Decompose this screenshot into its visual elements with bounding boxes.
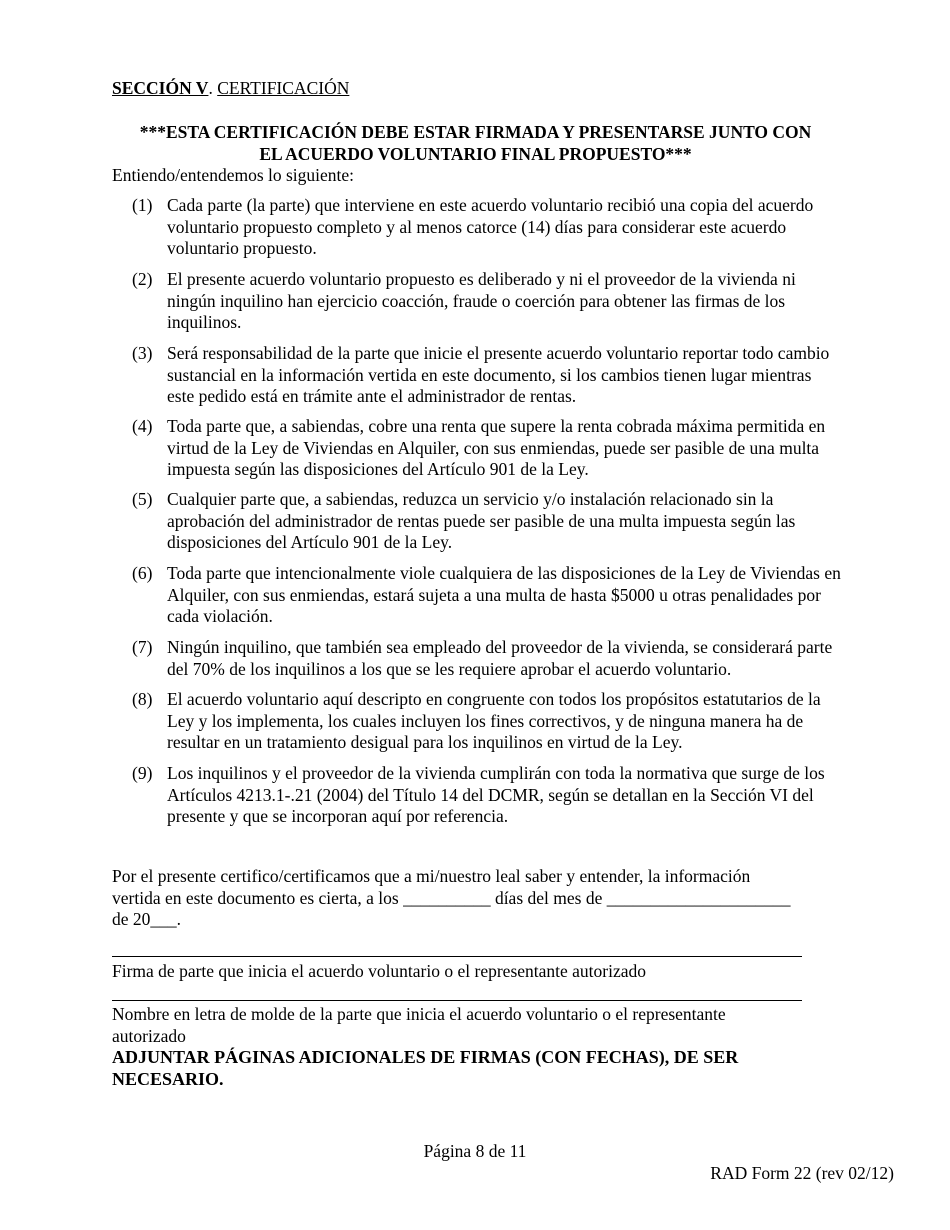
intro-text: Entiendo/entendemos lo siguiente: <box>112 165 355 185</box>
banner-line-2: EL ACUERDO VOLUNTARIO FINAL PROPUESTO*** <box>259 144 692 164</box>
page-number: Página 8 de 11 <box>423 1141 527 1161</box>
list-item-number: (6) <box>132 563 153 583</box>
list-item <box>112 689 842 754</box>
section-heading <box>112 77 349 99</box>
list-item-number: (5) <box>132 489 153 509</box>
list-item <box>112 763 842 828</box>
section-title: CERTIFICACIÓN <box>217 78 350 98</box>
list-item-text: Será responsabilidad de la parte que inicie el presente acuerdo voluntario reportar todo cambio sustancial en la información vertida en este documento, si los cambios tienen lugar mientras este pedido está en trámite ante el administrador de rentas. <box>167 343 830 406</box>
list-item-text: El presente acuerdo voluntario propuesto es deliberado y ni el proveedor de la vivienda ni ningún inquilino han ejercicio coacción, fraude o coerción para obtener las firmas de los inquilinos. <box>167 269 796 332</box>
list-item-number: (2) <box>132 269 153 289</box>
banner-line-1: ***ESTA CERTIFICACIÓN DEBE ESTAR FIRMADA Y PRESENTARSE JUNTO CON <box>139 122 812 142</box>
list-item-text: Los inquilinos y el proveedor de la vivienda cumplirán con toda la normativa que surge de los Artículos 4213.1-.21 (2004) del Título 14 del DCMR, según se detallan en la Sección VI del presente y que se incorporan aquí por referencia. <box>167 763 825 826</box>
list-item-text: Cada parte (la parte) que interviene en este acuerdo voluntario recibió una copia del acuerdo voluntario propuesto completo y al menos catorce (14) días para considerar este acuerdo voluntario propuesto. <box>167 195 814 258</box>
list-item <box>112 416 842 481</box>
list-item-text: Ningún inquilino, que también sea empleado del proveedor de la vivienda, se considerará parte del 70% de los inquilinos a los que se les requiere aprobar el acuerdo voluntario. <box>167 637 833 679</box>
signature-label: Firma de parte que inicia el acuerdo voluntario o el representante autorizado <box>112 961 647 981</box>
signature-line[interactable] <box>112 956 802 957</box>
list-item-number: (8) <box>132 689 153 709</box>
list-item <box>112 637 842 680</box>
list-item-text: El acuerdo voluntario aquí descripto en congruente con todos los propósitos estatutarios de la Ley y los implementa, los cuales incluyen los fines correctivos, y de ninguna manera ha de resultar en un tratamiento desigual para los inquilinos en virtud de la Ley. <box>167 689 821 752</box>
list-item-text: Cualquier parte que, a sabiendas, reduzca un servicio y/o instalación relacionado sin la aprobación del administrador de rentas puede ser pasible de una multa impuesta según las disposiciones del Artículo 901 de la Ley. <box>167 489 796 552</box>
form-reference: RAD Form 22 (rev 02/12) <box>710 1163 894 1183</box>
list-item-text: Toda parte que, a sabiendas, cobre una renta que supere la renta cobrada máxima permitida en virtud de la Ley de Viviendas en Alquiler, con sus enmiendas, puede ser pasible de una multa impuesta según las disposiciones del Artículo 901 de la Ley. <box>167 416 826 479</box>
list-item-number: (3) <box>132 343 153 363</box>
certification-statement <box>112 866 842 931</box>
printed-name-line[interactable] <box>112 1000 802 1001</box>
list-item <box>112 343 842 408</box>
section-separator: . <box>208 78 218 98</box>
list-item-number: (1) <box>132 195 153 215</box>
list-item <box>112 563 842 628</box>
printed-name-label-line-1: Nombre en letra de molde de la parte que inicia el acuerdo voluntario o el representante <box>112 1004 726 1024</box>
attach-note-line-2: NECESARIO. <box>112 1069 224 1089</box>
attach-note-line-1: ADJUNTAR PÁGINAS ADICIONALES DE FIRMAS (CON FECHAS), DE SER <box>112 1047 739 1067</box>
list-item-number: (7) <box>132 637 153 657</box>
list-item <box>112 489 842 554</box>
printed-name-label-line-2: autorizado <box>112 1025 186 1046</box>
certification-banner <box>112 121 839 165</box>
list-item-number: (9) <box>132 763 153 783</box>
section-label: SECCIÓN V <box>112 78 209 98</box>
list-item-number: (4) <box>132 416 153 436</box>
printed-name-label <box>112 1004 812 1047</box>
attach-pages-note <box>112 1046 812 1090</box>
list-item <box>112 269 842 334</box>
list-item <box>112 195 842 260</box>
list-item-text: Toda parte que intencionalmente viole cualquiera de las disposiciones de la Ley de Viviendas en Alquiler, con sus enmiendas, estará sujeta a una multa de hasta $5000 u otras penalidades por cada violación. <box>167 563 841 626</box>
certification-line-1: Por el presente certifico/certificamos que a mi/nuestro leal saber y entender, la información <box>112 866 751 886</box>
certification-line-2: vertida en este documento es cierta, a los __________ días del mes de _____________________ <box>112 887 791 908</box>
certification-line-3: de 20___. <box>112 909 182 929</box>
